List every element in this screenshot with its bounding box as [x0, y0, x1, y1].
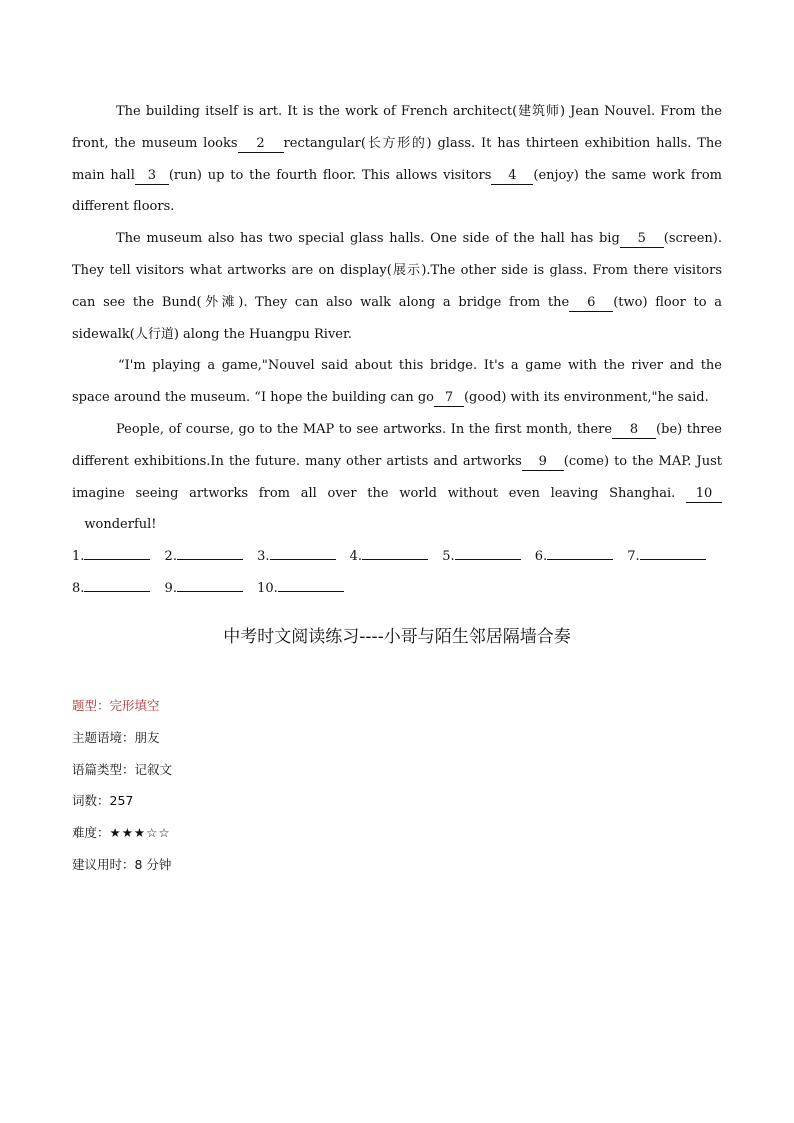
theme-context: 主题语境：朋友: [72, 729, 160, 745]
answer-line[interactable]: [84, 579, 150, 592]
text-genre: 语篇类型：记叙文: [72, 761, 173, 777]
star-rating-icon: ★★★☆☆: [109, 825, 171, 841]
blank-7[interactable]: [434, 390, 464, 407]
answer-8[interactable]: [72, 573, 150, 605]
answer-line[interactable]: [547, 547, 613, 560]
blank-number: 4: [508, 167, 517, 183]
text: The museum also has two special glass halls. One side of the hall has big: [116, 231, 620, 247]
text: (be) three different exhibitions.In the future. many other artists and artworks: [72, 421, 722, 469]
answer-number: 1.: [72, 549, 85, 565]
answer-number: 2.: [164, 549, 177, 565]
blank-number: 2: [256, 135, 265, 151]
text: (screen). They tell visitors what artworks are on display(展示).The other side is glass. From there visitors can see the Bund(外滩). They can also walk along a bridge from the: [72, 231, 722, 310]
difficulty: [72, 817, 172, 849]
answer-2[interactable]: [165, 541, 243, 573]
suggested-time: 建议用时：8 分钟: [72, 856, 172, 872]
text: “I'm playing a game,"Nouvel said about this bridge. It's a game with the river and the space around the museum. “I hope the building can go: [72, 358, 722, 406]
text: (enjoy) the same work from different floors.: [72, 167, 723, 215]
blank-5[interactable]: [620, 231, 664, 248]
blank-number: 7: [444, 390, 454, 406]
blank-number: 6: [587, 294, 596, 310]
paragraph-1: [72, 96, 722, 223]
blank-2[interactable]: [238, 136, 284, 153]
text: (two) floor to a sidewalk(人行道) along the Huangpu River.: [72, 294, 722, 342]
label: 题型：: [72, 698, 110, 713]
answer-10[interactable]: [257, 573, 344, 605]
answer-number: 7.: [627, 549, 640, 565]
blank-10[interactable]: [686, 486, 722, 503]
blank-number: 5: [637, 231, 646, 247]
answer-line[interactable]: [640, 547, 706, 560]
blank-8[interactable]: [612, 422, 656, 439]
blank-3[interactable]: [135, 168, 169, 185]
answer-line[interactable]: [177, 547, 243, 560]
text: The building itself is art. It is the work of French architect(建筑师) Jean Nouvel. From the front, the museum looks: [72, 104, 722, 151]
blank-4[interactable]: [491, 168, 533, 185]
answer-9[interactable]: [165, 573, 243, 605]
answer-line[interactable]: [177, 579, 243, 592]
answer-line[interactable]: [84, 547, 150, 560]
passage: [72, 96, 722, 605]
answer-4[interactable]: [350, 541, 428, 573]
paragraph-3: [72, 350, 722, 414]
answer-number: 10.: [257, 580, 278, 596]
text: wonderful!: [84, 517, 157, 533]
blank-number: 10: [695, 485, 713, 501]
answer-7[interactable]: [627, 541, 705, 573]
question-type: [72, 690, 172, 722]
answer-line[interactable]: [278, 579, 344, 592]
word-count: 词数：257: [72, 793, 134, 809]
text: (run) up to the fourth floor. This allows visitors: [168, 167, 492, 183]
answer-line[interactable]: [362, 547, 428, 560]
text: (come) to the MAP. Just imagine seeing artworks from all over the world without even leaving Shanghai.: [72, 453, 722, 501]
exercise-meta: [72, 690, 172, 881]
answer-number: 6.: [534, 549, 548, 565]
answer-3[interactable]: [257, 541, 335, 573]
blank-number: 3: [147, 167, 156, 183]
blank-9[interactable]: [522, 454, 564, 471]
answer-5[interactable]: [442, 541, 520, 573]
blank-number: 9: [538, 453, 547, 469]
answer-line[interactable]: [270, 547, 336, 560]
answer-number: 3.: [257, 549, 270, 565]
label: 难度：: [72, 825, 110, 841]
answer-number: 8.: [72, 580, 85, 596]
section-title: 中考时文阅读练习----小哥与陌生邻居隔墙合奏: [223, 627, 571, 647]
paragraph-4: [72, 414, 722, 541]
answer-6[interactable]: [535, 541, 613, 573]
answer-1[interactable]: [72, 541, 150, 573]
answer-number: 5.: [442, 549, 455, 565]
answer-line[interactable]: [455, 547, 521, 560]
blank-number: 8: [629, 421, 639, 437]
text: rectangular(长方形的) glass. It has thirteen exhibition halls. The main hall: [72, 135, 722, 183]
text: People, of course, go to the MAP to see artworks. In the first month, there: [116, 421, 613, 437]
answer-lines: [72, 541, 722, 605]
paragraph-2: [72, 223, 722, 350]
text: (good) with its environment,"he said.: [463, 390, 709, 406]
value: 完形填空: [109, 698, 160, 713]
blank-6[interactable]: [569, 295, 613, 312]
answer-number: 4.: [349, 549, 363, 565]
answer-number: 9.: [164, 580, 177, 596]
